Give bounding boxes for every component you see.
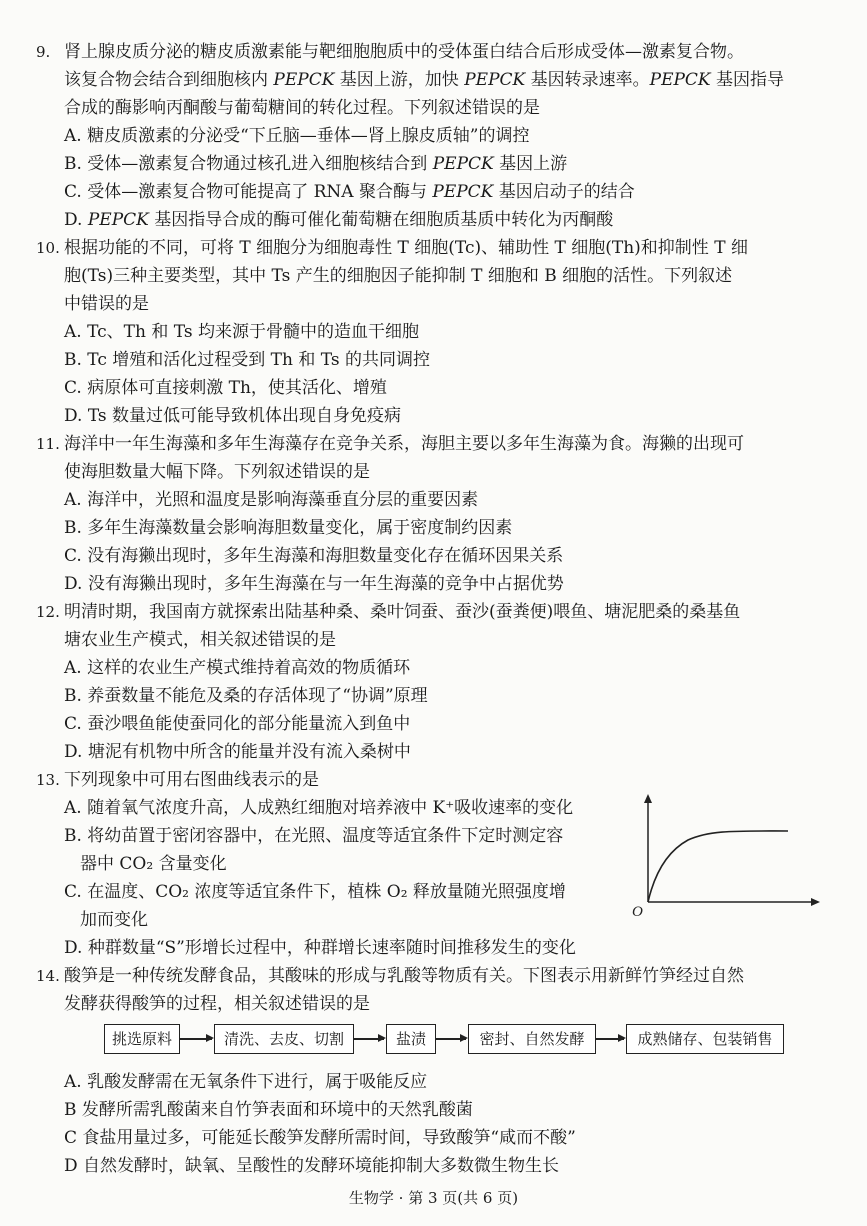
q12-text: 明清时期，我国南方就探索出陆基种桑、桑叶饲蚕、蚕沙(蚕粪便)喂鱼、塘泥肥桑的桑基鱼	[64, 602, 741, 622]
q14-text: 酸笋是一种传统发酵食品，其酸味的形成与乳酸等物质有关。下图表示用新鲜竹笋经过自然	[64, 966, 744, 986]
origin-label: O	[632, 904, 643, 920]
q10-option-d: D. Ts 数量过低可能导致机体出现自身免疫病	[64, 406, 402, 426]
q13-option-d: D. 种群数量“S”形增长过程中，种群增长速率随时间推移发生的变化	[64, 938, 576, 958]
q10-option-b: B. Tc 增殖和活化过程受到 Th 和 Ts 的共同调控	[64, 350, 430, 370]
q14-option-a: A. 乳酸发酵需在无氧条件下进行，属于吸能反应	[64, 1072, 428, 1092]
flow-step-ferment: 密封、自然发酵	[468, 1024, 596, 1054]
q13-option-c-line2: 加而变化	[80, 910, 148, 930]
fermentation-flowchart	[0, 1024, 867, 1056]
page-footer: 生物学 · 第 3 页(共 6 页)	[348, 1189, 519, 1207]
q9-text: 该复合物会结合到细胞核内	[64, 70, 274, 90]
q12-option-a: A. 这样的农业生产模式维持着高效的物质循环	[64, 658, 411, 678]
q9-option-b	[64, 150, 567, 178]
option-text: B. 受体—激素复合物通过核孔进入细胞核结合到	[64, 154, 433, 174]
q14-option-b: B 发酵所需乳酸菌来自竹笋表面和环境中的天然乳酸菌	[64, 1100, 473, 1120]
q10-option-c: C. 病原体可直接刺激 Th，使其活化、增殖	[64, 378, 387, 398]
q13-option-b-line1: B. 将幼苗置于密闭容器中，在光照、温度等适宜条件下定时测定容	[64, 826, 564, 846]
q9-text: 基因指导	[710, 70, 785, 90]
q9-stem-line1	[36, 38, 744, 66]
q9-option-a: A. 糖皮质激素的分泌受“下丘脑—垂体—肾上腺皮质轴”的调控	[64, 126, 530, 146]
q10-option-a: A. Tc、Th 和 Ts 均来源于骨髓中的造血干细胞	[64, 322, 419, 342]
option-text: 基因上游	[493, 154, 568, 174]
curve	[648, 831, 788, 902]
q9-option-c	[64, 178, 635, 206]
q11-option-d: D. 没有海獭出现时，多年生海藻在与一年生海藻的竞争中占据优势	[64, 574, 564, 594]
q12-stem-line2: 塘农业生产模式，相关叙述错误的是	[64, 630, 336, 650]
flow-arrow-icon	[180, 1038, 212, 1040]
q13-stem-line1	[36, 766, 319, 794]
q13-text: 下列现象中可用右图曲线表示的是	[64, 770, 319, 790]
q14-option-d: D 自然发酵时，缺氧、呈酸性的发酵环境能抑制大多数微生物生长	[64, 1156, 560, 1176]
q11-option-a: A. 海洋中，光照和温度是影响海藻垂直分层的重要因素	[64, 490, 479, 510]
gene-name: PEPCK	[273, 70, 335, 90]
q12-option-d: D. 塘泥有机物中所含的能量并没有流入桑树中	[64, 742, 411, 762]
q14-stem-line2: 发酵获得酸笋的过程，相关叙述错误的是	[64, 994, 370, 1014]
q12-option-c: C. 蚕沙喂鱼能使蚕同化的部分能量流入到鱼中	[64, 714, 411, 734]
flow-step-salt: 盐渍	[386, 1024, 436, 1054]
q11-number: 11.	[36, 435, 60, 453]
q11-option-c: C. 没有海獭出现时，多年生海藻和海胆数量变化存在循环因果关系	[64, 546, 564, 566]
q10-number: 10.	[36, 239, 60, 257]
flow-arrow-icon	[354, 1038, 384, 1040]
q11-text: 海洋中一年生海藻和多年生海藻存在竞争关系，海胆主要以多年生海藻为食。海獭的出现可	[64, 434, 744, 454]
q13-option-b-line2: 器中 CO₂ 含量变化	[80, 854, 227, 874]
q9-stem-line3: 合成的酶影响丙酮酸与葡萄糖间的转化过程。下列叙述错误的是	[64, 98, 540, 118]
gene-name: PEPCK	[464, 70, 526, 90]
q12-option-b: B. 养蚕数量不能危及桑的存活体现了“协调”原理	[64, 686, 428, 706]
q9-stem-line2	[64, 66, 784, 94]
q9-text: 肾上腺皮质分泌的糖皮质激素能与靶细胞胞质中的受体蛋白结合后形成受体—激素复合物。	[64, 42, 744, 62]
q11-stem-line1	[36, 430, 744, 458]
flow-step-wash: 清洗、去皮、切割	[214, 1024, 354, 1054]
q10-text: 根据功能的不同，可将 T 细胞分为细胞毒性 T 细胞(Tc)、辅助性 T 细胞(Th)和抑制性 T 细	[64, 238, 748, 258]
q14-option-c: C 食盐用量过多，可能延长酸笋发酵所需时间，导致酸笋“咸而不酸”	[64, 1128, 576, 1148]
q13-number: 13.	[36, 771, 60, 789]
flow-step-select: 挑选原料	[104, 1024, 180, 1054]
q9-option-d	[64, 206, 613, 234]
q10-stem-line2: 胞(Ts)三种主要类型，其中 Ts 产生的细胞因子能抑制 T 细胞和 B 细胞的活性。下列叙述	[64, 266, 733, 286]
q14-stem-line1	[36, 962, 744, 990]
q10-stem-line1	[36, 234, 748, 262]
option-text: 基因指导合成的酶可催化葡萄糖在细胞质基质中转化为丙酮酸	[148, 210, 614, 230]
q11-stem-line2: 使海胆数量大幅下降。下列叙述错误的是	[64, 462, 370, 482]
option-text: C. 受体—激素复合物可能提高了 RNA 聚合酶与	[64, 182, 433, 202]
q9-text: 基因转录速率。	[525, 70, 650, 90]
q14-number: 14.	[36, 967, 60, 985]
y-axis-arrow-icon	[644, 794, 652, 803]
q11-option-b: B. 多年生海藻数量会影响海胆数量变化，属于密度制约因素	[64, 518, 513, 538]
q13-option-c-line1: C. 在温度、CO₂ 浓度等适宜条件下，植株 O₂ 释放量随光照强度增	[64, 882, 566, 902]
q9-number: 9.	[36, 43, 51, 61]
flow-step-store: 成熟储存、包装销售	[626, 1024, 784, 1054]
option-text: 基因启动子的结合	[493, 182, 635, 202]
q12-stem-line1	[36, 598, 740, 626]
option-text: D.	[64, 210, 88, 230]
q9-text: 基因上游，加快	[334, 70, 465, 90]
q12-number: 12.	[36, 603, 60, 621]
gene-name: PEPCK	[432, 154, 494, 174]
x-axis-arrow-icon	[811, 898, 820, 906]
gene-name: PEPCK	[432, 182, 494, 202]
flow-arrow-icon	[436, 1038, 466, 1040]
flow-arrow-icon	[596, 1038, 624, 1040]
gene-name: PEPCK	[87, 210, 149, 230]
gene-name: PEPCK	[649, 70, 711, 90]
saturation-curve-graph	[622, 790, 822, 920]
q13-option-a: A. 随着氧气浓度升高，人成熟红细胞对培养液中 K⁺吸收速率的变化	[64, 798, 574, 818]
q10-stem-line3: 中错误的是	[64, 294, 149, 314]
